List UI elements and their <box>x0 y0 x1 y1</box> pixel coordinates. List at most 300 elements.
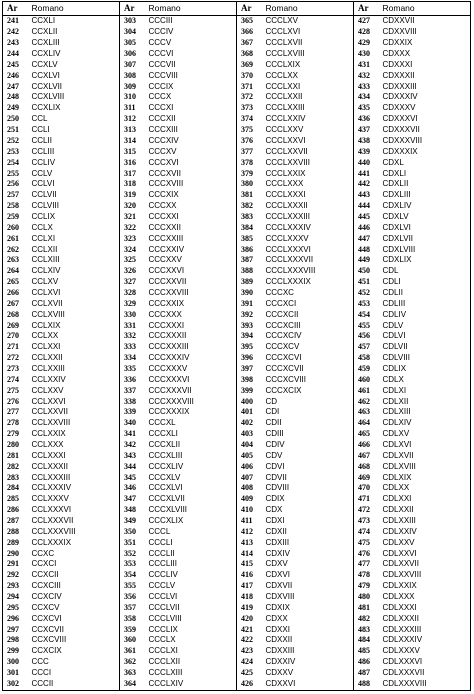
roman-numeral: CDXXXII <box>382 70 415 80</box>
arabic-number: 423 <box>237 646 262 657</box>
roman-numeral: CCCVIII <box>148 70 178 80</box>
roman-numeral: CCXLV <box>31 59 58 69</box>
roman-numeral: CCCXXXII <box>148 331 187 341</box>
roman-numeral: CCCIV <box>148 27 174 37</box>
arabic-number: 436 <box>354 114 379 125</box>
arabic-number: 386 <box>237 244 262 255</box>
arabic-number: 487 <box>354 668 379 679</box>
roman-numeral: CCCLXXIX <box>265 168 306 178</box>
roman-numeral: CDIV <box>265 439 285 449</box>
roman-numeral: CDLIII <box>382 298 406 308</box>
arabic-number: 245 <box>3 59 28 70</box>
arabic-number: 418 <box>237 592 262 603</box>
table-row <box>3 613 471 624</box>
roman-numeral: CDLX <box>382 374 404 384</box>
roman-numeral: CCXCI <box>31 559 57 569</box>
arabic-number: 327 <box>120 277 145 288</box>
arabic-number: 385 <box>237 233 262 244</box>
arabic-number: 316 <box>120 157 145 168</box>
roman-numeral: CCLXIX <box>31 320 61 330</box>
arabic-number: 286 <box>3 505 28 516</box>
roman-numeral: CCCXCVIII <box>265 374 306 384</box>
arabic-number: 347 <box>120 494 145 505</box>
roman-numeral: CDLI <box>382 277 401 287</box>
roman-numeral: CDXLVII <box>382 233 414 243</box>
arabic-number: 338 <box>120 396 145 407</box>
arabic-number: 321 <box>120 212 145 223</box>
table-header-row <box>3 2 471 16</box>
arabic-number: 343 <box>120 450 145 461</box>
arabic-number: 302 <box>3 678 28 690</box>
arabic-number: 277 <box>3 407 28 418</box>
roman-numeral: CDXXX <box>382 49 411 59</box>
roman-numeral: CCCLXIX <box>265 59 301 69</box>
table-row <box>3 385 471 396</box>
arabic-number: 441 <box>354 168 379 179</box>
arabic-number: 319 <box>120 190 145 201</box>
arabic-number: 366 <box>237 27 262 38</box>
roman-numeral: CDXXXVII <box>382 125 420 135</box>
roman-numeral: CCLXXXIII <box>31 472 71 482</box>
roman-numeral: CCCXLVIII <box>148 505 188 515</box>
arabic-number: 461 <box>354 385 379 396</box>
arabic-number: 310 <box>120 92 145 103</box>
table-row <box>3 298 471 309</box>
arabic-number: 334 <box>120 353 145 364</box>
roman-numeral: CCCXCVII <box>265 363 304 373</box>
arabic-number: 398 <box>237 374 262 385</box>
arabic-number: 342 <box>120 440 145 451</box>
arabic-number: 352 <box>120 548 145 559</box>
roman-numeral: CCCXXIV <box>148 244 185 254</box>
arabic-number: 401 <box>237 407 262 418</box>
roman-numeral: CDX <box>265 505 283 515</box>
arabic-number: 298 <box>3 635 28 646</box>
arabic-number: 241 <box>3 16 28 27</box>
roman-numeral: CDXVII <box>265 581 293 591</box>
roman-numeral: CCLXXV <box>31 385 64 395</box>
arabic-number: 244 <box>3 49 28 60</box>
roman-numeral: CCLXXXVIII <box>31 526 76 536</box>
roman-numeral: CCCLIII <box>148 559 177 569</box>
arabic-number: 390 <box>237 288 262 299</box>
arabic-number: 450 <box>354 266 379 277</box>
roman-numeral: CCCXIX <box>148 190 179 200</box>
roman-numeral: CDXLII <box>382 179 409 189</box>
arabic-number: 475 <box>354 537 379 548</box>
table-row <box>3 49 471 60</box>
table-row <box>3 516 471 527</box>
arabic-number: 394 <box>237 331 262 342</box>
arabic-number: 440 <box>354 157 379 168</box>
roman-numeral: CCLXIII <box>31 255 60 265</box>
table-row <box>3 505 471 516</box>
arabic-number: 370 <box>237 70 262 81</box>
roman-numeral: CCXLI <box>31 16 56 26</box>
table-row <box>3 266 471 277</box>
arabic-number: 381 <box>237 190 262 201</box>
roman-numeral: CCLII <box>31 135 52 145</box>
arabic-number: 402 <box>237 418 262 429</box>
roman-numeral: CDLXXXV <box>382 646 420 656</box>
arabic-number: 485 <box>354 646 379 657</box>
arabic-number: 463 <box>354 407 379 418</box>
roman-numeral: CDIX <box>265 494 285 504</box>
table-row <box>3 331 471 342</box>
arabic-number: 361 <box>120 646 145 657</box>
roman-numeral: CCLXVI <box>31 287 61 297</box>
arabic-number: 349 <box>120 516 145 527</box>
roman-numeral: CCCLXXXIII <box>265 211 310 221</box>
arabic-number: 311 <box>120 103 145 114</box>
roman-numeral: CCL <box>31 114 48 124</box>
arabic-number: 282 <box>3 461 28 472</box>
arabic-number: 254 <box>3 157 28 168</box>
table-row <box>3 136 471 147</box>
roman-numeral: CCCXXII <box>148 222 181 232</box>
arabic-number: 291 <box>3 559 28 570</box>
table-row <box>3 59 471 70</box>
roman-numeral: CDLVIII <box>382 353 410 363</box>
arabic-number: 246 <box>3 70 28 81</box>
roman-numeral: CDII <box>265 418 282 428</box>
roman-numeral: CDLXIX <box>382 472 412 482</box>
arabic-number: 308 <box>120 70 145 81</box>
roman-numeral: CCCXXX <box>148 309 182 319</box>
roman-numeral: CCCXVII <box>148 168 181 178</box>
arabic-number: 271 <box>3 342 28 353</box>
roman-numeral: CCCXXIII <box>148 233 184 243</box>
arabic-number: 435 <box>354 103 379 114</box>
roman-numeral: CDLXXI <box>382 494 412 504</box>
arabic-number: 447 <box>354 233 379 244</box>
roman-numeral: CCXLIX <box>31 103 61 113</box>
roman-numeral: CCCXLI <box>148 429 178 439</box>
roman-numeral: CCLXIV <box>31 266 61 276</box>
arabic-number: 293 <box>3 581 28 592</box>
header-roman-1: Romano <box>28 2 120 16</box>
roman-numeral: CCCLXXXIV <box>265 222 311 232</box>
roman-numeral: CDLII <box>382 287 403 297</box>
arabic-number: 424 <box>237 657 262 668</box>
table-body <box>3 16 471 691</box>
roman-numeral: CCCX <box>148 92 172 102</box>
roman-numeral: CCCLXXXIX <box>265 277 311 287</box>
table-row <box>3 548 471 559</box>
roman-numeral: CCLXXIII <box>31 363 65 373</box>
arabic-number: 357 <box>120 602 145 613</box>
table-row <box>3 635 471 646</box>
table-row <box>3 125 471 136</box>
roman-numeral: CCCXXVII <box>148 277 187 287</box>
roman-numeral: CCCXXXVI <box>148 374 190 384</box>
roman-numeral: CDLIV <box>382 309 407 319</box>
arabic-number: 480 <box>354 592 379 603</box>
roman-numeral: CCLI <box>31 125 50 135</box>
arabic-number: 247 <box>3 81 28 92</box>
roman-numeral: CDXXVIII <box>382 27 417 37</box>
roman-numeral: CDXXV <box>265 668 294 678</box>
table-row <box>3 657 471 668</box>
arabic-number: 400 <box>237 396 262 407</box>
roman-numeral: CDVII <box>265 472 287 482</box>
roman-numeral: CCCXLVI <box>148 483 183 493</box>
arabic-number: 353 <box>120 559 145 570</box>
roman-numeral: CCCLXVIII <box>265 49 305 59</box>
roman-numeral: CCLXXVII <box>31 407 68 417</box>
arabic-number: 476 <box>354 548 379 559</box>
roman-numeral: CDXXII <box>265 635 293 645</box>
arabic-number: 451 <box>354 277 379 288</box>
arabic-number: 426 <box>237 678 262 690</box>
arabic-number: 351 <box>120 537 145 548</box>
roman-numeral: CCCII <box>31 679 54 689</box>
arabic-number: 325 <box>120 255 145 266</box>
roman-numeral: CDLXXVII <box>382 559 419 569</box>
arabic-number: 389 <box>237 277 262 288</box>
arabic-number: 460 <box>354 374 379 385</box>
roman-numeral: CDXIX <box>265 602 290 612</box>
roman-numeral: CDXII <box>265 526 287 536</box>
arabic-number: 281 <box>3 450 28 461</box>
table-row <box>3 602 471 613</box>
roman-numeral: CCCXCIV <box>265 331 302 341</box>
roman-numeral: CCCXXXIX <box>148 407 190 417</box>
arabic-number: 317 <box>120 168 145 179</box>
roman-numeral: CDXXVI <box>265 679 296 689</box>
table-row <box>3 146 471 157</box>
roman-numeral: CCCXLIII <box>148 450 183 460</box>
table-row <box>3 16 471 27</box>
roman-numeral: CCCLXXVI <box>265 135 306 145</box>
arabic-number: 257 <box>3 190 28 201</box>
roman-numeral: CCCXLII <box>148 439 181 449</box>
arabic-number: 292 <box>3 570 28 581</box>
table-row <box>3 450 471 461</box>
roman-numeral: CCCXXV <box>148 255 182 265</box>
roman-numeral: CDXXVII <box>382 16 415 26</box>
roman-numeral: CDXLIII <box>382 190 411 200</box>
roman-numeral: CCXLVI <box>31 70 60 80</box>
arabic-number: 285 <box>3 494 28 505</box>
roman-numeral: CDLXXXI <box>382 602 417 612</box>
arabic-number: 354 <box>120 570 145 581</box>
arabic-number: 309 <box>120 81 145 92</box>
arabic-number: 301 <box>3 668 28 679</box>
arabic-number: 324 <box>120 244 145 255</box>
roman-numeral: CCLXXII <box>31 353 63 363</box>
roman-numeral: CCCXVIII <box>148 179 184 189</box>
roman-numeral: CCCLII <box>148 548 175 558</box>
arabic-number: 431 <box>354 59 379 70</box>
roman-numeral: CCCXXVI <box>148 266 185 276</box>
roman-numeral: CDLXXIX <box>382 581 417 591</box>
table-row <box>3 342 471 353</box>
arabic-number: 462 <box>354 396 379 407</box>
table-row <box>3 114 471 125</box>
arabic-number: 456 <box>354 331 379 342</box>
roman-numeral: CCCXCIII <box>265 320 301 330</box>
roman-numeral: CCCLXII <box>148 657 181 667</box>
arabic-number: 264 <box>3 266 28 277</box>
table-row <box>3 277 471 288</box>
roman-numeral: CDLXVII <box>382 450 414 460</box>
table-row <box>3 483 471 494</box>
arabic-number: 393 <box>237 320 262 331</box>
roman-numeral: CCCLXXXVII <box>265 255 314 265</box>
roman-numeral: CCLXVII <box>31 298 63 308</box>
arabic-number: 469 <box>354 472 379 483</box>
arabic-number: 395 <box>237 342 262 353</box>
arabic-number: 272 <box>3 353 28 364</box>
roman-numeral: CDLXVIII <box>382 461 416 471</box>
roman-numeral: CCCLXXVIII <box>265 157 310 167</box>
roman-numeral: CCCXXXIV <box>148 353 190 363</box>
table-row <box>3 233 471 244</box>
roman-numeral: CDXVI <box>265 570 290 580</box>
arabic-number: 448 <box>354 244 379 255</box>
table-row <box>3 429 471 440</box>
table-row <box>3 668 471 679</box>
arabic-number: 488 <box>354 678 379 690</box>
roman-numeral: CCCLXVI <box>265 27 301 37</box>
roman-numeral: CCCXCI <box>265 298 297 308</box>
roman-numeral: CDXVIII <box>265 592 295 602</box>
arabic-number: 250 <box>3 114 28 125</box>
arabic-number: 315 <box>120 146 145 157</box>
table-row <box>3 103 471 114</box>
roman-numeral: CCCIII <box>148 16 173 26</box>
arabic-number: 454 <box>354 309 379 320</box>
roman-numeral: CDXIII <box>265 537 290 547</box>
arabic-number: 320 <box>120 201 145 212</box>
arabic-number: 331 <box>120 320 145 331</box>
roman-numeral: CDXXXV <box>382 103 416 113</box>
arabic-number: 288 <box>3 526 28 537</box>
arabic-number: 478 <box>354 570 379 581</box>
arabic-number: 375 <box>237 125 262 136</box>
roman-numeral: CCCI <box>31 668 52 678</box>
roman-numeral: CDXLVI <box>382 222 411 232</box>
table-row <box>3 288 471 299</box>
roman-numeral: CCLXXXIX <box>31 537 72 547</box>
roman-numeral: CCCVII <box>148 59 176 69</box>
roman-numeral: CDLXXXVIII <box>382 679 427 689</box>
table-row <box>3 255 471 266</box>
arabic-number: 412 <box>237 526 262 537</box>
roman-numeral: CCXLVII <box>31 81 63 91</box>
arabic-number: 422 <box>237 635 262 646</box>
roman-numeral: CCCXLV <box>148 472 181 482</box>
arabic-number: 243 <box>3 38 28 49</box>
arabic-number: 396 <box>237 353 262 364</box>
table-row <box>3 70 471 81</box>
roman-numeral: CCXLII <box>31 27 58 37</box>
arabic-number: 363 <box>120 668 145 679</box>
arabic-number: 479 <box>354 581 379 592</box>
table-row <box>3 581 471 592</box>
roman-numeral: CCCLVII <box>148 602 180 612</box>
roman-numeral: CDXLIV <box>382 201 412 211</box>
arabic-number: 278 <box>3 418 28 429</box>
arabic-number: 432 <box>354 70 379 81</box>
arabic-number: 392 <box>237 309 262 320</box>
arabic-number: 350 <box>120 526 145 537</box>
roman-numeral: CCCLV <box>148 581 176 591</box>
roman-numeral: CCLXX <box>31 331 59 341</box>
arabic-number: 477 <box>354 559 379 570</box>
arabic-number: 437 <box>354 125 379 136</box>
roman-numeral: CDLXI <box>382 385 407 395</box>
roman-numeral: CCCLXXIII <box>265 103 305 113</box>
arabic-number: 359 <box>120 624 145 635</box>
arabic-number: 318 <box>120 179 145 190</box>
roman-numeral: CDLXVI <box>382 439 412 449</box>
roman-numeral: CCLVI <box>31 179 55 189</box>
arabic-number: 369 <box>237 59 262 70</box>
arabic-number: 467 <box>354 450 379 461</box>
roman-numeral: CCCXIV <box>148 135 179 145</box>
roman-numeral: CCCLXXI <box>265 81 301 91</box>
roman-numeral: CCXCV <box>31 602 60 612</box>
header-roman-4: Romano <box>379 2 471 16</box>
roman-numeral: CCCLXIII <box>148 668 183 678</box>
arabic-number: 387 <box>237 255 262 266</box>
roman-numeral: CDLXXVIII <box>382 570 422 580</box>
arabic-number: 268 <box>3 309 28 320</box>
arabic-number: 339 <box>120 407 145 418</box>
arabic-number: 329 <box>120 298 145 309</box>
arabic-number: 486 <box>354 657 379 668</box>
arabic-number: 399 <box>237 385 262 396</box>
arabic-number: 445 <box>354 212 379 223</box>
table-row <box>3 157 471 168</box>
arabic-number: 382 <box>237 201 262 212</box>
roman-numeral: CDLV <box>382 320 404 330</box>
roman-numeral: CCXCVI <box>31 613 62 623</box>
arabic-number: 438 <box>354 136 379 147</box>
arabic-number: 420 <box>237 613 262 624</box>
arabic-number: 368 <box>237 49 262 60</box>
arabic-number: 407 <box>237 472 262 483</box>
arabic-number: 358 <box>120 613 145 624</box>
arabic-number: 276 <box>3 396 28 407</box>
arabic-number: 470 <box>354 483 379 494</box>
roman-numeral: CCCXLIV <box>148 461 184 471</box>
roman-numeral: CDXLIX <box>382 255 412 265</box>
table-row <box>3 418 471 429</box>
arabic-number: 455 <box>354 320 379 331</box>
arabic-number: 287 <box>3 516 28 527</box>
roman-numeral: CCCLIV <box>148 570 178 580</box>
roman-numeral: CCCLXXVII <box>265 146 308 156</box>
roman-numeral: CCCLXX <box>265 70 298 80</box>
arabic-number: 391 <box>237 298 262 309</box>
arabic-number: 300 <box>3 657 28 668</box>
roman-numeral: CDXXXIV <box>382 92 418 102</box>
arabic-number: 274 <box>3 374 28 385</box>
roman-numeral: CDLXXXIV <box>382 635 423 645</box>
roman-numeral: CDXXIX <box>382 38 413 48</box>
roman-numeral: CCLXXIV <box>31 374 66 384</box>
arabic-number: 484 <box>354 635 379 646</box>
arabic-number: 314 <box>120 136 145 147</box>
roman-numeral: CCC <box>31 657 49 667</box>
roman-numeral: CCCXXVIII <box>148 287 189 297</box>
roman-numeral: CCCLVIII <box>148 613 182 623</box>
arabic-number: 270 <box>3 331 28 342</box>
roman-numeral: CCXLVIII <box>31 92 65 102</box>
